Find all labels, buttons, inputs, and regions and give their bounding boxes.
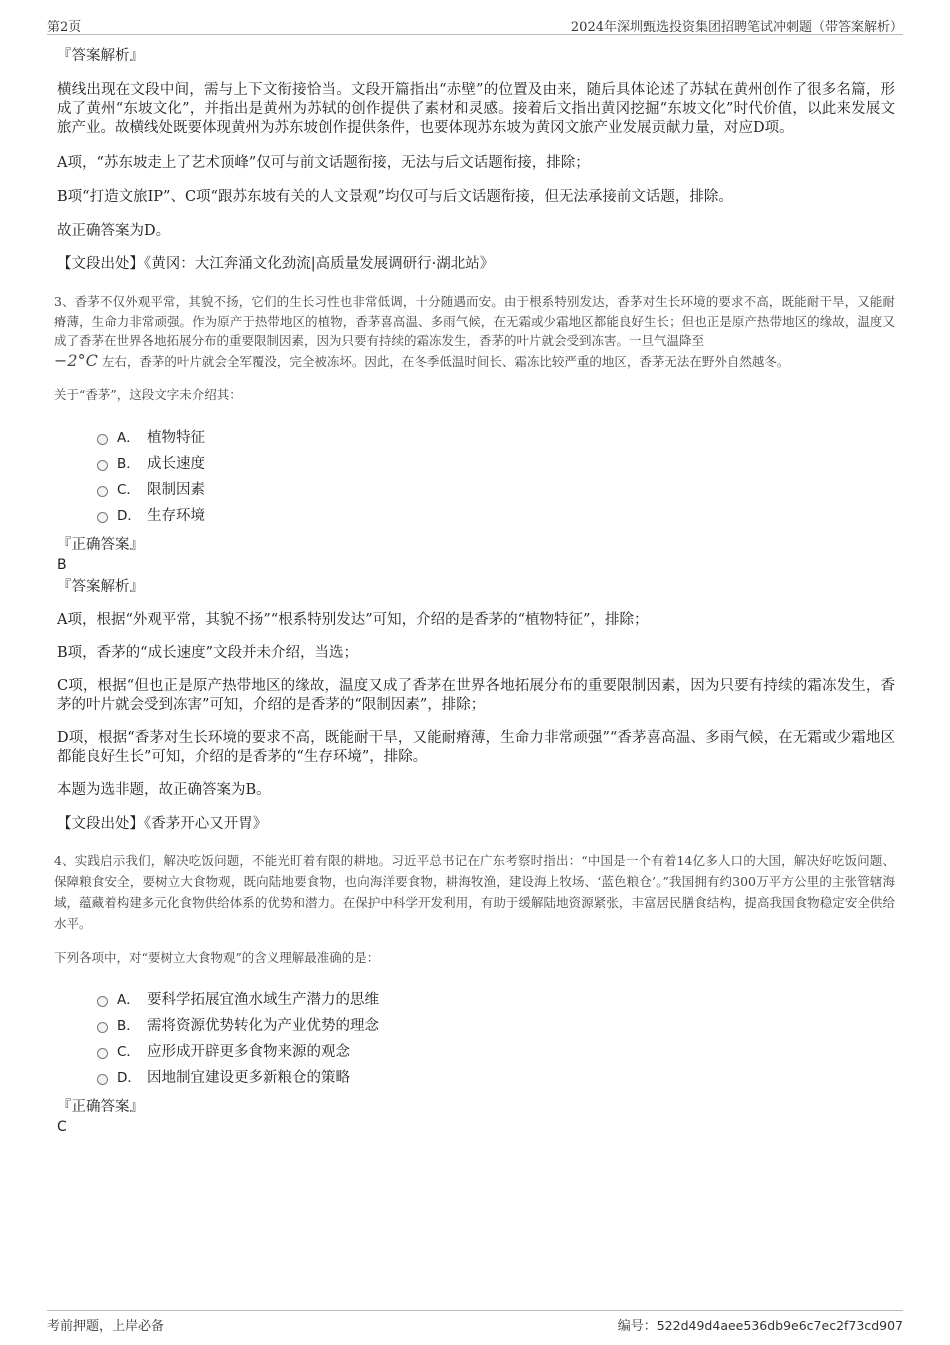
q4-option-c[interactable]	[97, 1039, 895, 1065]
q4-stem: 4、实践启示我们，解决吃饭问题，不能光盯着有限的耕地。习近平总书记在广东考察时指出：“中国是一个有着14亿多人口的大国，解决好吃饭问题、保障粮食安全，要树立大食物观，既向陆地要食物，也向海洋要食物，耕海牧渔，建设海上牧场、‘蓝色粮仓’。”我国拥有约300万平方公里的主张管辖海域，蕴藏着构建多元化食物供给体系的优势和潜力。在保护中科学开发利用，有助于缓解陆地资源紧张，丰富居民膳食结构，提高我国食物稳定安全供给水平。	[54, 852, 895, 931]
q3-stem-text-2: 左右，香茅的叶片就会全军覆没，完全被冻坏。因此，在冬季低温时间长、霜冻比较严重的地区，香茅无法在野外自然越冬。	[101, 353, 790, 369]
option-key: A．	[117, 992, 140, 1008]
q4-answer-label: 『正确答案』	[57, 1099, 144, 1115]
q3-analysis-c: C项，根据“但也正是原产热带地区的缘故，温度又成了香茅在世界各地拓展分布的重要限制因素，因为只要有持续的霜冻发生，香茅的叶片就会受到冻害”可知，介绍的是香茅的“限制因素”，排除；	[57, 677, 895, 713]
radio-icon[interactable]	[97, 486, 108, 497]
option-text: 成长速度	[147, 455, 205, 472]
radio-icon[interactable]	[97, 460, 108, 471]
document-code	[618, 1315, 903, 1334]
q3-options	[97, 425, 895, 529]
option-key: C．	[117, 1044, 140, 1060]
option-text: 生存环境	[147, 507, 205, 524]
q3-option-a[interactable]	[97, 425, 895, 451]
option-key: C．	[117, 481, 140, 498]
q2-analysis-label: 『答案解析』	[57, 48, 144, 64]
q3-analysis-label: 『答案解析』	[57, 578, 144, 595]
radio-icon[interactable]	[97, 1022, 108, 1033]
q3-analysis-a: A项，根据“外观平常，其貌不扬”“根系特别发达”可知，介绍的是香茅的“植物特征”，排除；	[57, 611, 649, 628]
page-content	[54, 44, 895, 1136]
q3-question: 关于“香茅”，这段文字未介绍其：	[54, 387, 242, 402]
footer-slogan: 考前押题，上岸必备	[47, 1319, 165, 1334]
page-number: 第2页	[47, 20, 82, 35]
radio-icon[interactable]	[97, 434, 108, 445]
radio-icon[interactable]	[97, 512, 108, 523]
q4-answer: C	[57, 1119, 67, 1135]
option-text: 要科学拓展宜渔水域生产潜力的思维	[147, 992, 379, 1008]
q3-option-b[interactable]	[97, 451, 895, 477]
q2-analysis-option-a: A项，“苏东坡走上了艺术顶峰”仅可与前文话题衔接，无法与后文话题衔接，排除；	[57, 155, 590, 171]
q3-conclusion: 本题为选非题，故正确答案为B。	[57, 781, 271, 798]
document-title: 2024年深圳甄选投资集团招聘笔试冲刺题（带答案解析）	[570, 20, 903, 35]
option-text: 限制因素	[147, 481, 205, 498]
option-text: 植物特征	[147, 429, 205, 446]
q2-source: 【文段出处】《黄冈：大江奔涌文化劲流|高质量发展调研行·湖北站》	[57, 256, 495, 272]
code-label: 编号：	[617, 1319, 657, 1334]
option-key: B．	[117, 1018, 140, 1034]
q4-option-b[interactable]	[97, 1013, 895, 1039]
q4-option-a[interactable]	[97, 987, 895, 1013]
option-key: B．	[117, 455, 140, 472]
code-value: 522d49d4aee536db9e6c7ec2f73cd907	[656, 1318, 903, 1333]
option-text: 需将资源优势转化为产业优势的理念	[147, 1018, 379, 1034]
option-key: A．	[117, 429, 140, 446]
page-footer	[47, 1310, 903, 1333]
q2-analysis-option-bc: B项“打造文旅IP”、C项“跟苏东坡有关的人文景观”均仅可与后文话题衔接，但无法承接前文话题，排除。	[57, 189, 733, 205]
q3-analysis-d: D项，根据“香茅对生长环境的要求不高，既能耐干旱，又能耐瘠薄，生命力非常顽强”“香茅喜高温、多雨气候，在无霜或少霜地区都能良好生长”可知，介绍的是香茅的“生存环境”，排除。	[57, 729, 895, 765]
q3-option-d[interactable]	[97, 503, 895, 529]
q3-answer-label: 『正确答案』	[57, 536, 144, 553]
radio-icon[interactable]	[97, 1074, 108, 1085]
q3-stem	[54, 292, 895, 371]
temperature-formula: −2°C	[54, 350, 98, 370]
radio-icon[interactable]	[97, 1048, 108, 1059]
option-key: D．	[117, 1070, 141, 1086]
q2-analysis-paragraph: 横线出现在文段中间，需与上下文衔接恰当。文段开篇指出“赤壁”的位置及由来，随后具体论述了苏轼在黄州创作了很多名篇，形成了黄州“东坡文化”，并指出是黄州为苏轼的创作提供了素材和灵感。接着后文指出黄冈挖掘“东坡文化”时代价值，以此来发展文旅产业。故横线处既要体现黄州为苏东坡创作提供条件，也要体现苏东坡为黄冈文旅产业发展贡献力量，对应D项。	[57, 82, 895, 136]
option-text: 应形成开辟更多食物来源的观念	[147, 1044, 350, 1060]
q4-options	[97, 987, 895, 1091]
q3-option-c[interactable]	[97, 477, 895, 503]
option-key: D．	[117, 507, 141, 524]
page-header	[47, 14, 903, 35]
q3-analysis-b: B项，香茅的“成长速度”文段并未介绍，当选；	[57, 644, 358, 661]
q3-answer: B	[57, 556, 67, 573]
q3-source: 【文段出处】《香茅开心又开胃》	[57, 815, 268, 832]
option-text: 因地制宜建设更多新粮仓的策略	[147, 1070, 350, 1086]
q2-conclusion: 故正确答案为D。	[57, 223, 171, 239]
radio-icon[interactable]	[97, 996, 108, 1007]
q3-stem-text: 3、香茅不仅外观平常，其貌不扬，它们的生长习性也非常低调，十分随遇而安。由于根系特别发达，香茅对生长环境的要求不高，既能耐干旱，又能耐瘠薄，生命力非常顽强。作为原产于热带地区的植物，香茅喜高温、多雨气候，在无霜或少霜地区都能良好生长；但也正是原产热带地区的缘故，温度又成了香茅在世界各地拓展分布的重要限制因素，因为只要有持续的霜冻发生，香茅的叶片就会受到冻害。一旦气温降至	[54, 294, 895, 348]
q4-option-d[interactable]	[97, 1065, 895, 1091]
q4-question: 下列各项中，对“要树立大食物观”的含义理解最准确的是：	[54, 949, 380, 965]
